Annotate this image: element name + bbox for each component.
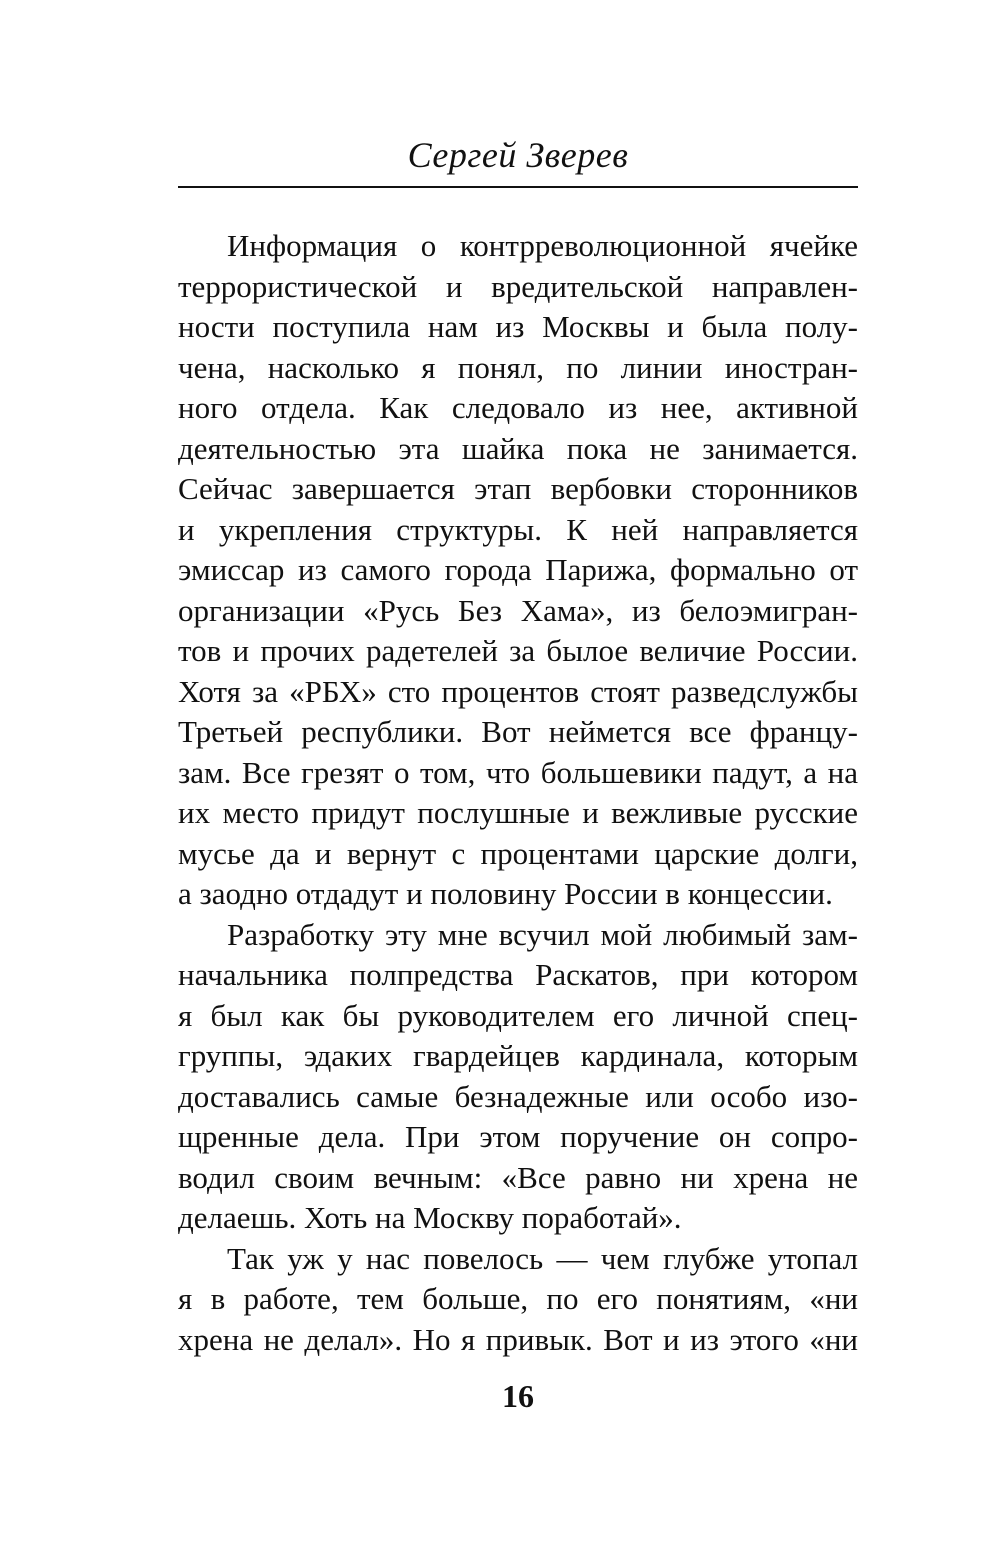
text-line: начальника полпредства Раскатов, при котором	[178, 957, 858, 992]
text-line: тов и прочих радетелей за былое величие России.	[178, 633, 858, 668]
text-line: я был как бы руководителем его личной спец-	[178, 997, 858, 1033]
page-number: 16	[502, 1378, 534, 1414]
text-line: делаешь. Хоть на Москву поработай».	[178, 1200, 682, 1235]
text-line: Так уж у нас повелось — чем глубже утопал	[227, 1240, 858, 1276]
text-line: мусье да и вернут с процентами царские долги,	[178, 835, 858, 871]
running-head-author: Сергей Зверев	[407, 135, 629, 175]
text-line: Информация о контрреволюционной ячейке	[227, 228, 858, 263]
text-line: ности поступила нам из Москвы и была полу-	[178, 309, 858, 344]
text-line: террористической и вредительской направлен-	[178, 268, 858, 304]
text-line: а заодно отдадут и половину России в концессии.	[178, 876, 833, 911]
text-line: доставались самые безнадежные или особо изо-	[178, 1078, 858, 1114]
text-line: щренные дела. При этом поручение он сопро-	[178, 1119, 858, 1154]
text-line: организации «Русь Без Хама», из белоэмигран-	[178, 592, 858, 628]
text-line: хрена не делал». Но я привык. Вот и из этого «ни	[178, 1321, 858, 1357]
header-rule	[178, 186, 858, 188]
text-line: Разработку эту мне всучил мой любимый зам-	[227, 916, 858, 952]
text-line: деятельностью эта шайка пока не занимается.	[178, 430, 858, 466]
text-line: зам. Все грезят о том, что большевики падут, а на	[178, 754, 858, 790]
text-line: Хотя за «РБХ» сто процентов стоят разведслужбы	[178, 673, 858, 709]
text-line: водил своим вечным: «Все равно ни хрена не	[178, 1159, 858, 1195]
text-line: их место придут послушные и вежливые русские	[178, 795, 858, 830]
text-line: чена, насколько я понял, по линии иностран-	[178, 349, 858, 385]
text-line: и укрепления структуры. К ней направляется	[178, 511, 858, 547]
text-line: ного отдела. Как следовало из нее, активной	[178, 390, 858, 425]
text-line: группы, эдаких гвардейцев кардинала, которым	[178, 1038, 858, 1073]
text-line: Сейчас завершается этап вербовки сторонников	[178, 471, 858, 506]
text-line: эмиссар из самого города Парижа, формально от	[178, 552, 858, 587]
page-body	[178, 226, 858, 1360]
text-line: я в работе, тем больше, по его понятиям, «ни	[178, 1281, 858, 1316]
text-line: Третьей республики. Вот неймется все францу-	[178, 714, 858, 749]
